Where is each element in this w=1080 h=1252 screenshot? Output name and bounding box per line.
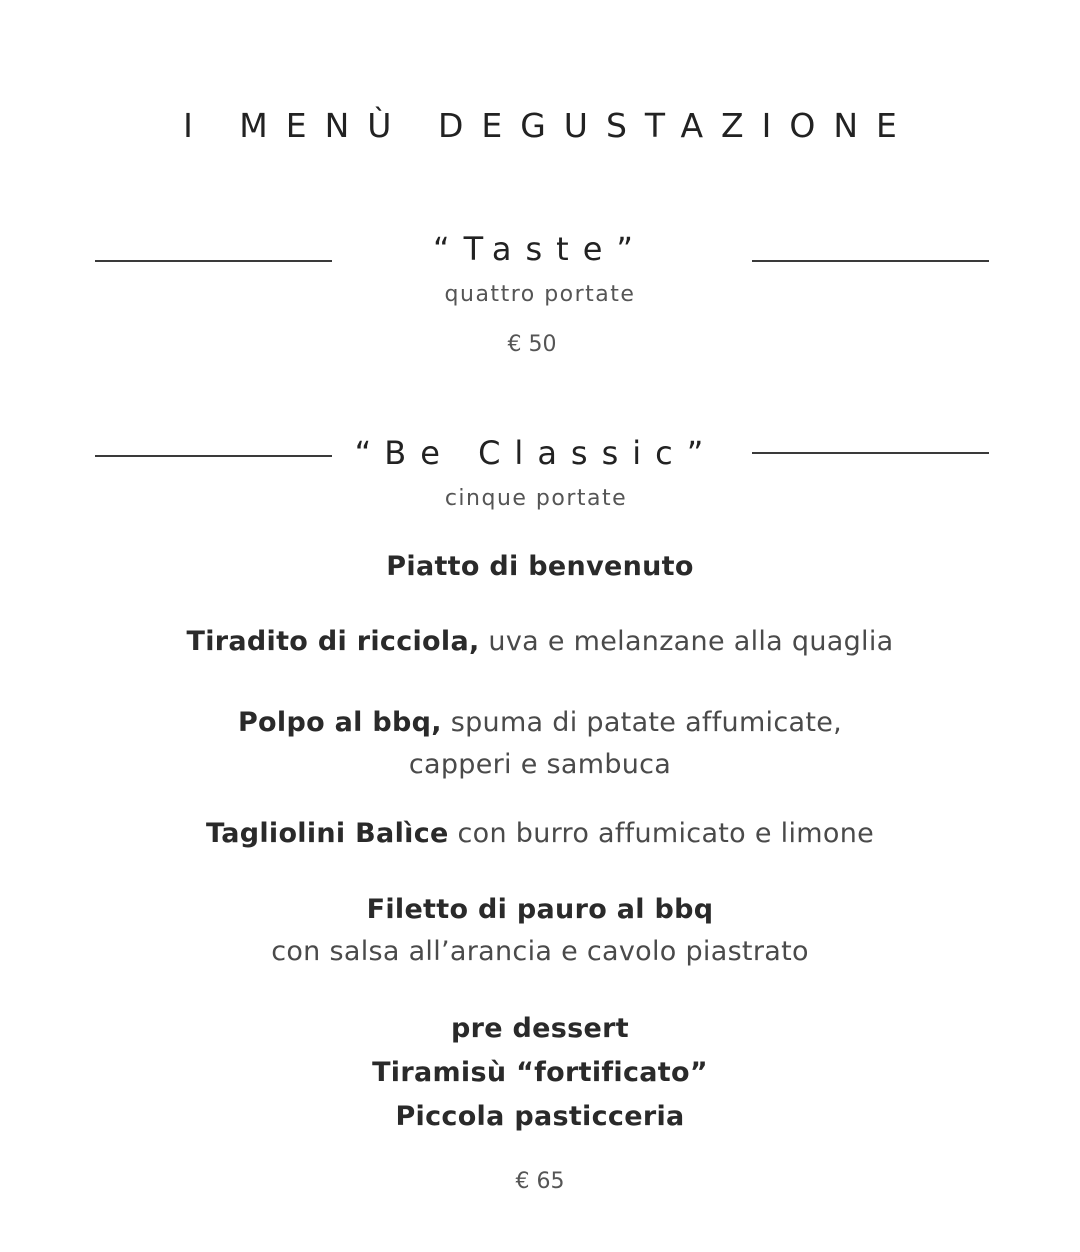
- menu-subtitle-taste: quattro portate: [444, 282, 636, 307]
- dish-description: uva e melanzane alla quaglia: [479, 626, 894, 657]
- dish-name: Tagliolini Balìce: [205, 818, 449, 849]
- dish-description: con salsa all’arancia e cavolo piastrato: [271, 936, 809, 967]
- menu-name-taste: “Taste”: [433, 230, 647, 268]
- course-item: [0, 621, 1080, 663]
- dish-description: spuma di patate affumicate,: [441, 707, 843, 738]
- dish-name: Polpo al bbq,: [237, 707, 442, 738]
- dish-name: pre dessert: [451, 1013, 629, 1044]
- menu-subtitle-be-classic: cinque portate: [444, 486, 628, 511]
- course-item: [0, 546, 1080, 588]
- dish-name: Tiradito di ricciola,: [186, 626, 480, 657]
- menu-price-taste: € 50: [507, 332, 557, 357]
- page-title: I MENÙ DEGUSTAZIONE: [183, 106, 915, 145]
- dish-description: capperi e sambuca: [408, 749, 672, 780]
- course-item: [0, 702, 1080, 786]
- menu-price-be-classic: € 65: [515, 1169, 565, 1194]
- dish-name: Piccola pasticceria: [395, 1101, 685, 1132]
- course-item: [0, 1007, 1080, 1139]
- dish-name: Piatto di benvenuto: [386, 551, 694, 582]
- menu-name-be-classic: “Be Classic”: [354, 434, 718, 472]
- course-item: [0, 889, 1080, 973]
- dish-name: Filetto di pauro al bbq: [366, 894, 714, 925]
- dish-description: con burro affumicato e limone: [448, 818, 875, 849]
- dish-name: Tiramisù “fortificato”: [372, 1057, 708, 1088]
- course-item: [0, 813, 1080, 855]
